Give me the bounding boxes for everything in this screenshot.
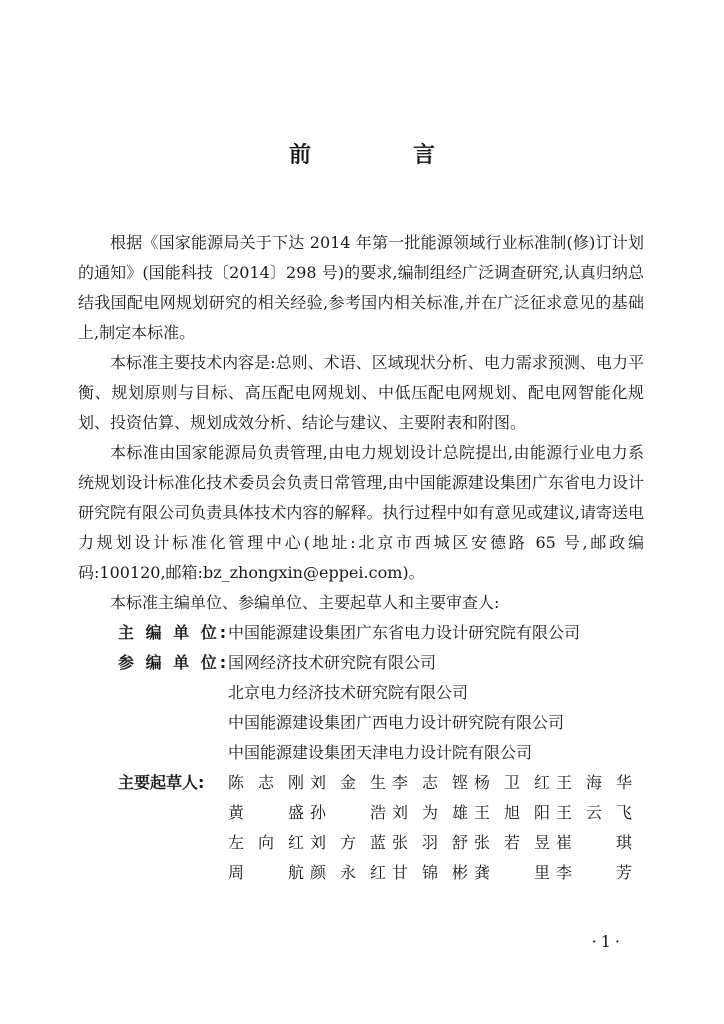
drafter-name: 王云飞 [556, 803, 632, 822]
chief-editor-row [78, 618, 644, 648]
chief-editor-value: 中国能源建设集团广东省电力设计研究院有限公司 [228, 623, 581, 642]
drafter-name: 张羽舒 [392, 833, 468, 852]
drafter-name: 颜永红 [310, 863, 386, 882]
drafter-names [228, 768, 648, 798]
drafter-name: 王旭阳 [474, 803, 550, 822]
drafter-name: 王海华 [556, 773, 632, 792]
page-title: 前 言 [288, 143, 475, 168]
drafter-name: 刘金生 [310, 773, 386, 792]
co-editor-value: 中国能源建设集团天津电力设计院有限公司 [228, 743, 533, 762]
co-editor-label: 参 编 单 位: [118, 653, 230, 672]
paragraph-basis: 根据《国家能源局关于下达 2014 年第一批能源领域行业标准制(修)订计划的通知》(国能科技〔2014〕298 号)的要求,编制组经广泛调查研究,认真归纳总结我国配电网规划研究的相关经验,参考国内相关标准,并在广泛征求意见的基础上,制定本标准。 [78, 233, 644, 342]
paragraph-management: 本标准由国家能源局负责管理,由电力规划设计总院提出,由能源行业电力系统规划设计标准化技术委员会负责日常管理,由中国能源建设集团广东省电力设计研究院有限公司负责具体技术内容的解释。执行过程中如有意见或建议,请寄送电力规划设计标准化管理中心(地址:北京市西城区安德路 65 号,邮政编码:100120,邮箱:bz_zhongxin@eppei.com)。 [78, 443, 644, 582]
drafter-row [78, 858, 644, 888]
drafter-names [228, 828, 648, 858]
co-editor-row [78, 708, 644, 738]
drafters-label: 主要起草人: [118, 773, 205, 792]
drafter-name: 陈志刚 [228, 773, 304, 792]
co-editor-row [78, 648, 644, 678]
drafter-names [228, 858, 648, 888]
drafter-names [228, 798, 648, 828]
drafter-name: 刘方蓝 [310, 833, 386, 852]
drafter-name: 李 芳 [556, 863, 632, 882]
drafter-name: 孙 浩 [310, 803, 386, 822]
chief-editor-label: 主 编 单 位: [118, 623, 230, 642]
document-body [78, 228, 644, 888]
drafter-name: 杨卫红 [474, 773, 550, 792]
co-editor-value: 北京电力经济技术研究院有限公司 [228, 683, 469, 702]
paragraph-contents: 本标准主要技术内容是:总则、术语、区域现状分析、电力需求预测、电力平衡、规划原则与目标、高压配电网规划、中低压配电网规划、配电网智能化规划、投资估算、规划成效分析、结论与建议、主要附表和附图。 [78, 353, 644, 432]
drafter-name: 崔 琪 [556, 833, 632, 852]
drafter-name: 黄 盛 [228, 803, 304, 822]
drafter-row [78, 828, 644, 858]
drafter-name: 左向红 [228, 833, 304, 852]
co-editor-row [78, 678, 644, 708]
co-editor-value: 中国能源建设集团广西电力设计研究院有限公司 [228, 713, 565, 732]
drafter-row [78, 768, 644, 798]
drafter-name: 周 航 [228, 863, 304, 882]
drafter-name: 甘锦彬 [392, 863, 468, 882]
drafter-row [78, 798, 644, 828]
drafter-name: 张若昱 [474, 833, 550, 852]
page-number: ·1· [591, 932, 624, 951]
paragraph-units-intro: 本标准主编单位、参编单位、主要起草人和主要审查人: [110, 593, 500, 612]
co-editor-value: 国网经济技术研究院有限公司 [228, 653, 437, 672]
co-editor-row [78, 738, 644, 768]
drafter-name: 龚 里 [474, 863, 550, 882]
drafter-name: 李志铿 [392, 773, 468, 792]
drafter-name: 刘为雄 [392, 803, 468, 822]
